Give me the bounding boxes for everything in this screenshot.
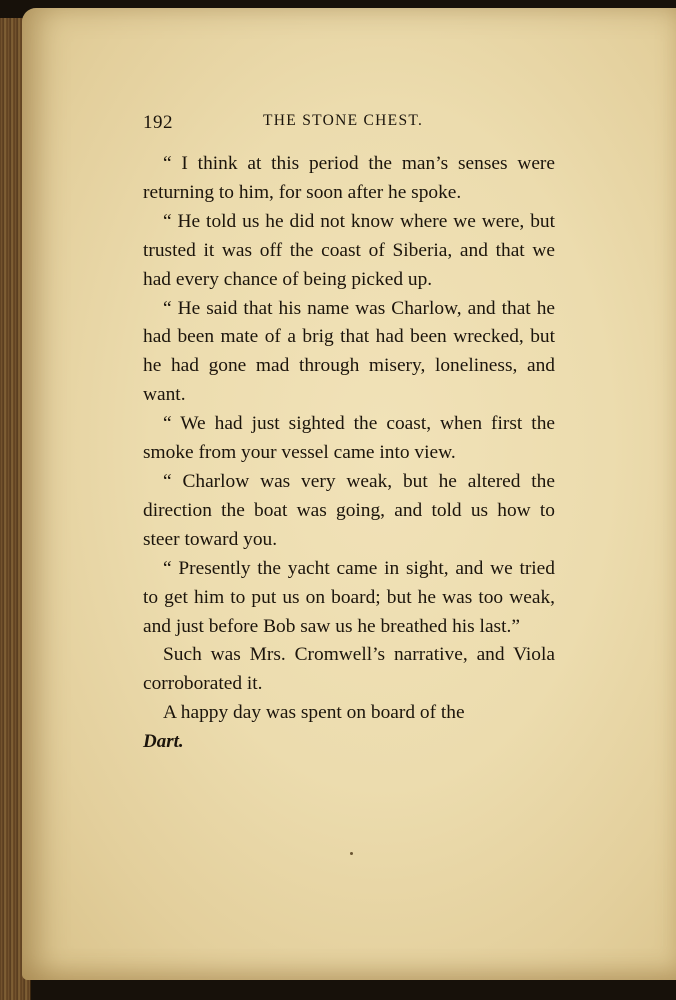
- paragraph: “ Charlow was very weak, but he altered the direction the boat was going, and told us how to steer toward you.: [143, 470, 555, 550]
- paragraph: Such was Mrs. Cromwell’s narrative, and Viola corroborated it.: [143, 644, 555, 695]
- paper-speck: [350, 852, 353, 855]
- paragraph: “ I think at this period the man’s senses were returning to him, for soon after he spoke.: [143, 153, 555, 203]
- body-text: [143, 150, 555, 757]
- page-content: [143, 112, 555, 757]
- paragraph: “ He told us he did not know where we were, but trusted it was off the coast of Siberia, and that we had every chance of being picked up.: [143, 210, 555, 290]
- paragraph: “ We had just sighted the coast, when first the smoke from your vessel came into view.: [143, 413, 555, 464]
- paragraph: A happy day was spent on board of the: [163, 702, 465, 724]
- paragraph: “ Presently the yacht came in sight, and we tried to get him to put us on board; but he was too weak, and just before Bob saw us he breathed his last.”: [143, 557, 555, 637]
- page-number: 192: [143, 112, 173, 133]
- final-word: Dart.: [143, 731, 184, 753]
- running-head: [143, 112, 555, 140]
- paragraph: “ He said that his name was Charlow, and that he had been mate of a brig that had been wrecked, but he had gone mad through misery, loneliness, and want.: [143, 297, 555, 406]
- running-title: THE STONE CHEST.: [263, 112, 424, 129]
